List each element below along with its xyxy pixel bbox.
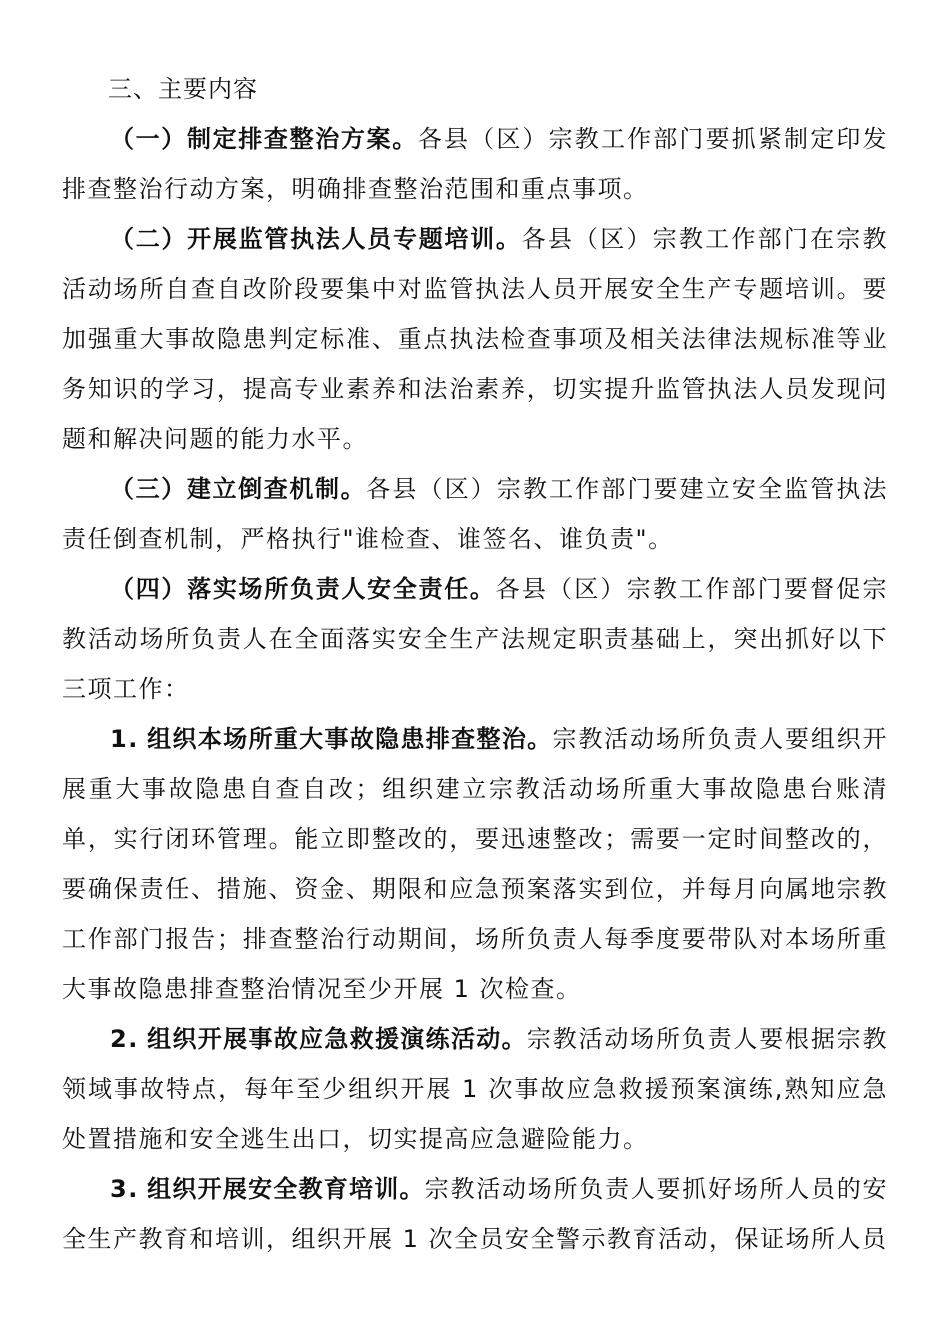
- list-item-1-number: 1.: [110, 725, 139, 753]
- paragraph-4-lead: （四）落实场所负责人安全责任。: [110, 575, 496, 603]
- paragraph-3-lead: （三）建立倒查机制。: [110, 475, 367, 503]
- list-item-1-body: 宗教活动场所负责人要组织开展重大事故隐患自查自改；组织建立宗教活动场所重大事故隐患台账清单，实行闭环管理。能立即整改的，要迅速整改；需要一定时间整改的，要确保责任、措施、资金、期限和应急预案落实到位，并每月向属地宗教工作部门报告；排查整治行动期间，场所负责人每季度要带队对本场所重大事故隐患排查整治情况至少开展 1 次检查。: [62, 725, 889, 1003]
- paragraph-2: [62, 214, 888, 464]
- list-item-1: [62, 714, 888, 1014]
- list-item-3-number: 3.: [110, 1175, 139, 1203]
- paragraph-3-body: 各县（区）宗教工作部门要建立安全监管执法责任倒查机制，严格执行"谁检查、谁签名、谁负责"。: [62, 475, 889, 553]
- list-item-2: [62, 1014, 888, 1164]
- list-item-3: [62, 1164, 888, 1264]
- paragraph-2-body: 各县（区）宗教工作部门在宗教活动场所自查自改阶段要集中对监管执法人员开展安全生产专题培训。要加强重大事故隐患判定标准、重点执法检查事项及相关法律法规标准等业务知识的学习，提高专业素养和法治素养，切实提升监管执法人员发现问题和解决问题的能力水平。: [62, 225, 889, 453]
- paragraph-2-lead: （二）开展监管执法人员专题培训。: [110, 225, 522, 253]
- paragraph-1-body: 各县（区）宗教工作部门要抓紧制定印发排查整治行动方案，明确排查整治范围和重点事项。: [62, 125, 889, 203]
- section-heading: 三、主要内容: [108, 75, 258, 103]
- list-item-2-number: 2.: [110, 1025, 139, 1053]
- list-item-3-lead: 组织开展安全教育培训。: [146, 1175, 425, 1203]
- list-item-3-body: 宗教活动场所负责人要抓好场所人员的安全生产教育和培训，组织开展 1 次全员安全警示教育活动，保证场所人员: [62, 1175, 888, 1253]
- list-item-1-lead: 组织本场所重大事故隐患排查整治。: [146, 725, 553, 753]
- list-item-2-lead: 组织开展事故应急救援演练活动。: [146, 1025, 527, 1053]
- paragraph-3: [62, 464, 888, 564]
- paragraph-4: [62, 564, 888, 714]
- list-item-2-body: 宗教活动场所负责人要根据宗教领域事故特点，每年至少组织开展 1 次事故应急救援预案演练,熟知应急处置措施和安全逃生出口，切实提高应急避险能力。: [62, 1025, 889, 1153]
- paragraph-1: [62, 114, 888, 214]
- paragraph-4-body: 各县（区）宗教工作部门要督促宗教活动场所负责人在全面落实安全生产法规定职责基础上，突出抓好以下三项工作：: [62, 575, 889, 703]
- paragraph-1-lead: （一）制定排查整治方案。: [110, 125, 418, 153]
